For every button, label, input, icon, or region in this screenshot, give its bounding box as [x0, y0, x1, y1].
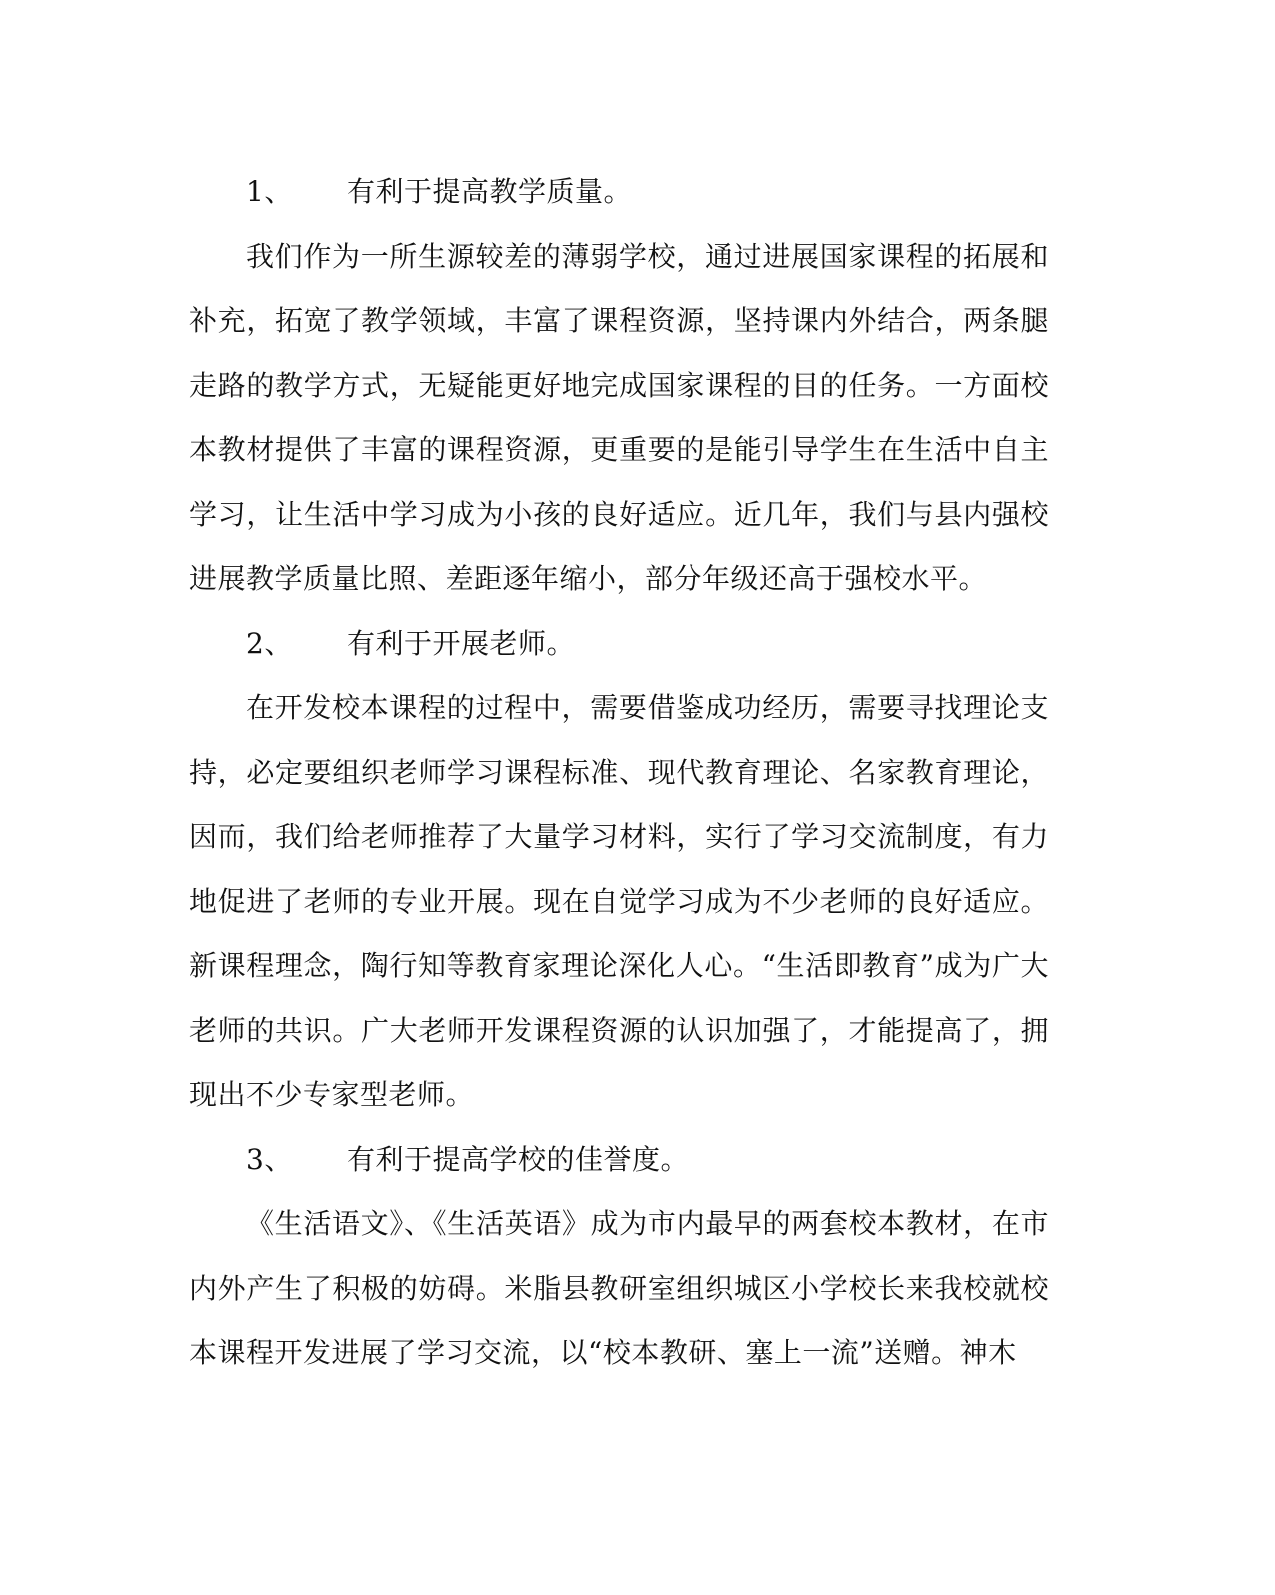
- section-heading-2: [189, 612, 1049, 677]
- section-number: 1、: [246, 175, 293, 208]
- section-heading-1: [189, 160, 1049, 225]
- section-paragraph-1: 我们作为一所生源较差的薄弱学校，通过进展国家课程的拓展和补充，拓宽了教学领域，丰富了课程资源，坚持课内外结合，两条腿走路的教学方式，无疑能更好地完成国家课程的目的任务。一方面校本教材提供了丰富的课程资源，更重要的是能引导学生在生活中自主学习，让生活中学习成为小孩的良好适应。近几年，我们与县内强校进展教学质量比照、差距逐年缩小，部分年级还高于强校水平。: [189, 239, 1049, 595]
- section-title: 有利于提高学校的佳誉度。: [347, 1142, 690, 1176]
- document-body: [189, 160, 1049, 1386]
- section-paragraph-3: 《生活语文》、《生活英语》成为市内最早的两套校本教材，在市内外产生了积极的妨碍。米脂县教研室组织城区小学校长来我校就校本课程开发进展了学习交流，以“校本教研、塞上一流”送赠。神木: [189, 1207, 1049, 1369]
- section-number: 2、: [246, 626, 293, 660]
- section-heading-3: [189, 1128, 1049, 1193]
- section-paragraph-2: 在开发校本课程的过程中，需要借鉴成功经历，需要寻找理论支持，必定要组织老师学习课程标准、现代教育理论、名家教育理论，因而，我们给老师推荐了大量学习材料，实行了学习交流制度，有力地促进了老师的专业开展。现在自觉学习成为不少老师的良好适应。新课程理念，陶行知等教育家理论深化人心。“生活即教育”成为广大老师的共识。广大老师开发课程资源的认识加强了，才能提高了，拥现出不少专家型老师。: [189, 691, 1049, 1111]
- section-number: 3、: [246, 1142, 293, 1176]
- section-title: 有利于提高教学质量。: [347, 175, 633, 208]
- section-title: 有利于开展老师。: [347, 626, 576, 660]
